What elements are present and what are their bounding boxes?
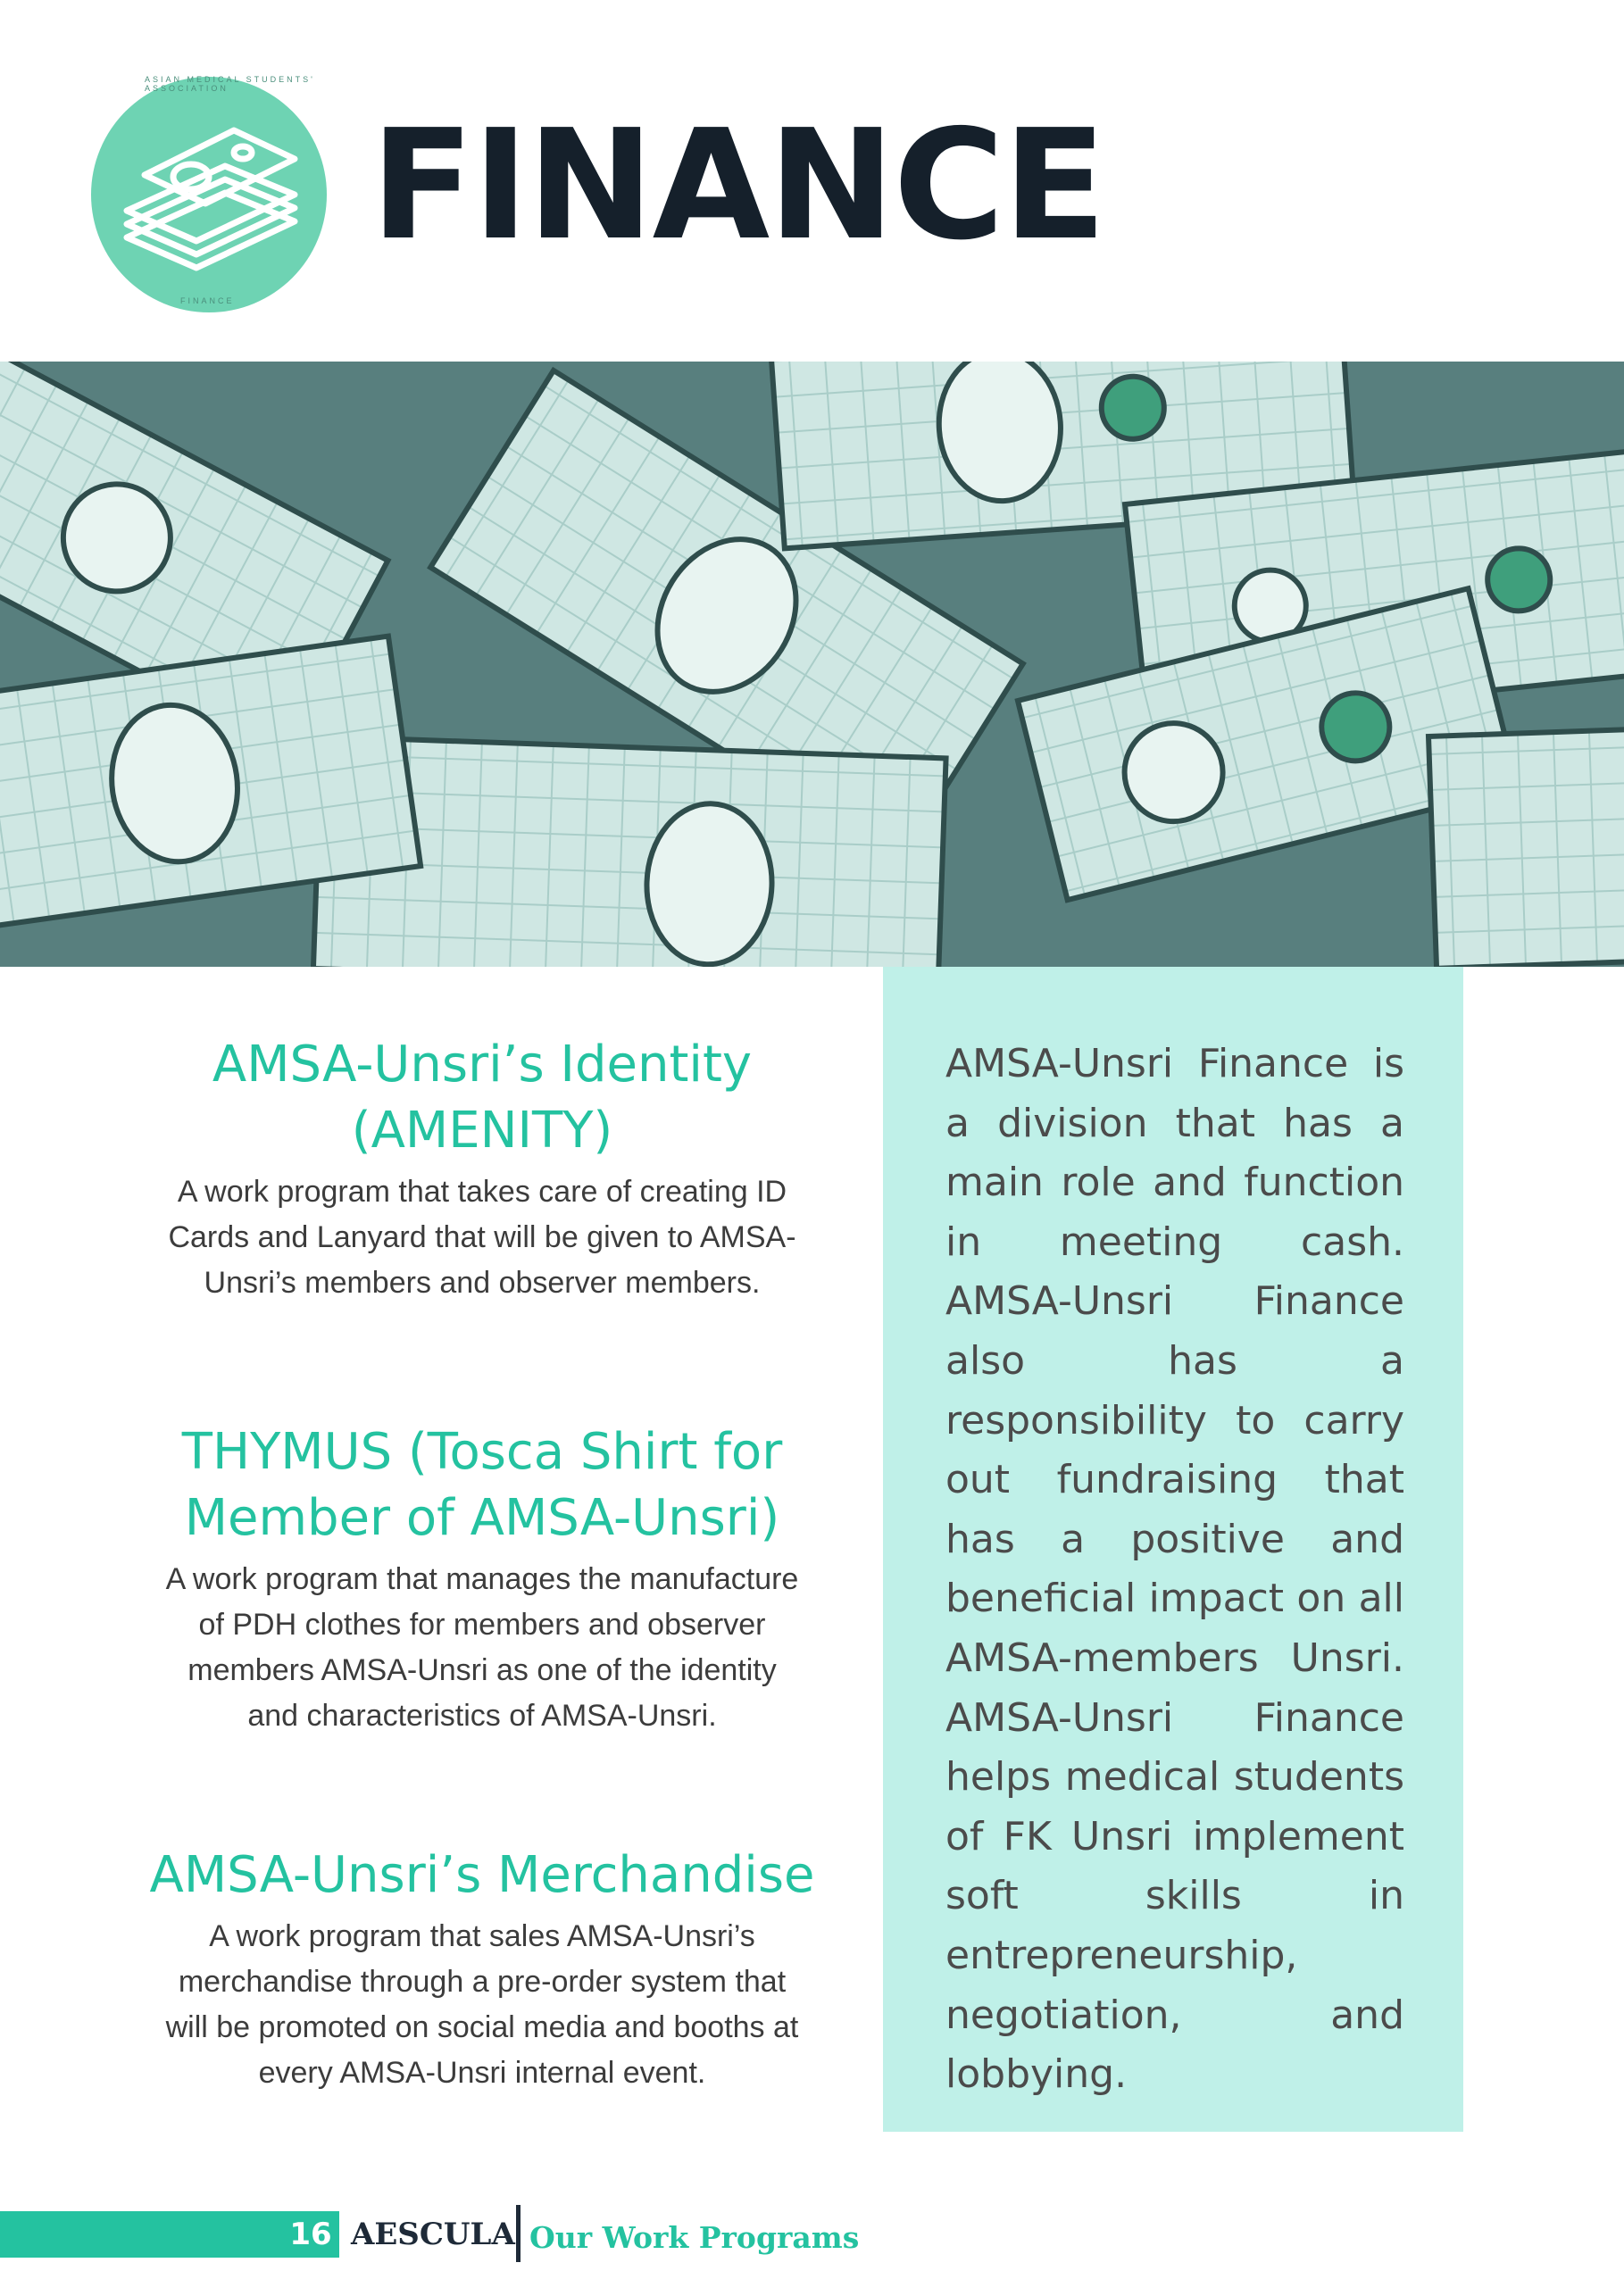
logo-ring-text-bottom: FINANCE	[180, 296, 235, 305]
finance-description: AMSA-Unsri Finance is a division that has a main role and function in meeting cash. AMSA-Unsri Finance also has a responsibility to carry out fundraising that has a positive and beneficial impact on all AMSA-members Unsri. AMSA-Unsri Finance helps medical students of FK Unsri implement soft skills in entrepreneurship, negotiation, and lobbying.	[945, 1041, 1404, 2098]
program-title: AMSA-Unsri’s Merchandise	[149, 1846, 815, 1904]
program-title: THYMUS (Tosca Shirt for Member of AMSA-Unsri)	[181, 1423, 783, 1547]
section-name: Our Work Programs	[529, 2220, 860, 2255]
program-description: A work program that takes care of creating ID Cards and Lanyard that will be given to AMSA-Unsri’s members and observer members.	[168, 1175, 796, 1300]
program-thymus	[143, 1419, 821, 1739]
page-title: FINANCE	[371, 97, 1105, 274]
magazine-brand: AESCULA	[351, 2217, 515, 2252]
program-title: AMSA-Unsri’s Identity (AMENITY)	[212, 1036, 753, 1160]
program-description: A work program that sales AMSA-Unsri’s merchandise through a pre-order system that will be promoted on social media and booths at every AMSA-Unsri internal event.	[165, 1919, 799, 2090]
money-stack-icon	[91, 77, 327, 312]
program-merchandise	[143, 1843, 821, 2096]
hero-money-photo	[0, 362, 1624, 967]
program-description: A work program that manages the manufacture of PDH clothes for members and observer members AMSA-Unsri as one of the identity and characteristics of AMSA-Unsri.	[165, 1562, 799, 1733]
page-number: 16	[289, 2217, 332, 2252]
finance-logo	[91, 77, 327, 312]
logo-ring-text-top: ASIAN MEDICAL STUDENTS' ASSOCIATION	[145, 75, 315, 93]
program-amenity	[143, 1032, 821, 1306]
finance-description-box	[883, 967, 1463, 2132]
footer-divider	[516, 2205, 521, 2262]
